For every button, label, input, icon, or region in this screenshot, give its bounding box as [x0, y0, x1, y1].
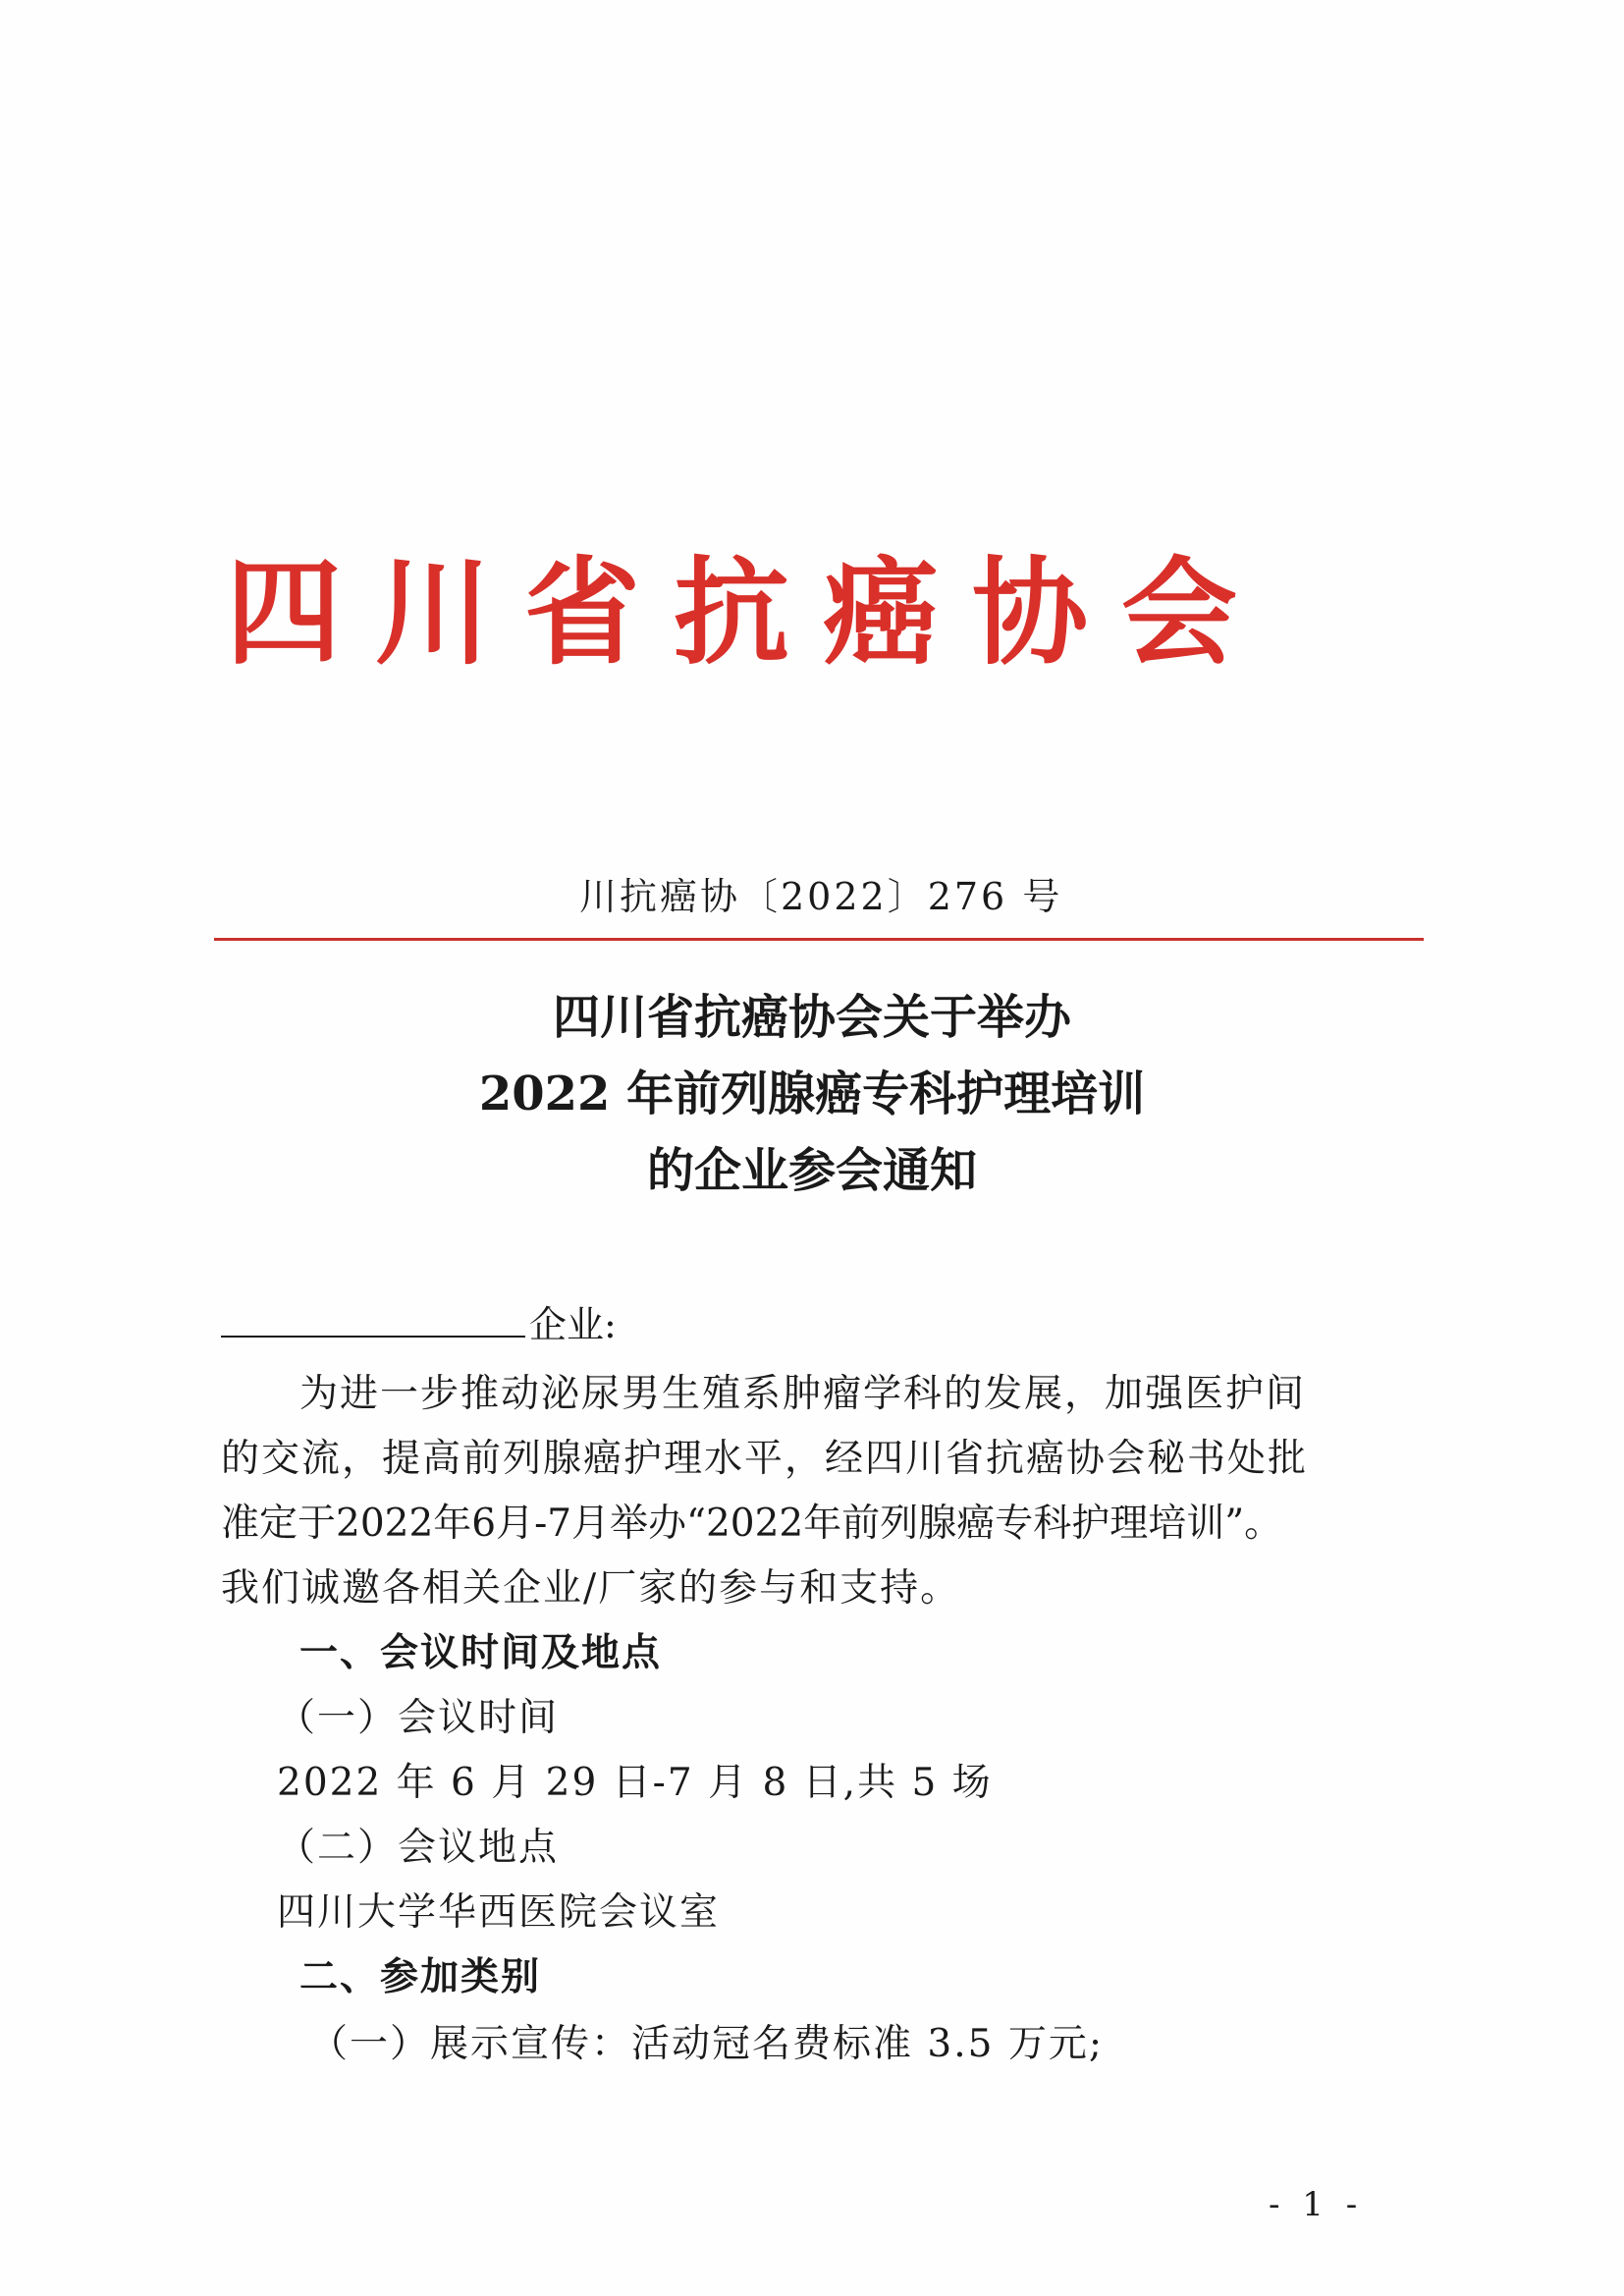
addressee-suffix: 企业:	[529, 1303, 617, 1346]
section-2-sub-1: （一）展示宣传：活动冠名费标准 3.5 万元;	[309, 2022, 1104, 2066]
section-2-heading: 二、参加类别	[299, 1954, 542, 1999]
intro-line-4: 我们诚邀各相关企业/厂家的参与和支持。	[221, 1566, 961, 1611]
title-line-1: 四川省抗癌协会关于举办	[552, 990, 1071, 1045]
intro-line-2: 的交流，提高前列腺癌护理水平，经四川省抗癌协会秘书处批	[221, 1437, 1309, 1481]
intro-line-3: 准定于2022年6月-7月举办“2022年前列腺癌专科护理培训”。	[221, 1502, 1283, 1546]
addressee-blank	[221, 1306, 525, 1338]
addressee	[221, 1294, 617, 1348]
section-1-sub-1-value: 2022 年 6 月 29 日-7 月 8 日,共 5 场	[277, 1761, 993, 1805]
document-number: 川抗癌协〔2022〕276 号	[579, 875, 1063, 918]
title-line-3: 的企业参会通知	[646, 1143, 977, 1198]
section-1-sub-2-value: 四川大学华西医院会议室	[277, 1890, 721, 1935]
section-1-sub-1: （一）会议时间	[277, 1696, 560, 1740]
intro-line-1: 为进一步推动泌尿男生殖系肿瘤学科的发展，加强医护间	[299, 1372, 1307, 1416]
page-number: - 1 -	[1269, 2185, 1364, 2224]
section-1-sub-2: （二）会议地点	[277, 1826, 560, 1870]
organization-header: 四川省抗癌协会	[226, 544, 1272, 681]
section-1-heading: 一、会议时间及地点	[299, 1630, 663, 1675]
title-line-2: 2022 年前列腺癌专科护理培训	[478, 1066, 1146, 1121]
red-divider	[214, 938, 1424, 941]
